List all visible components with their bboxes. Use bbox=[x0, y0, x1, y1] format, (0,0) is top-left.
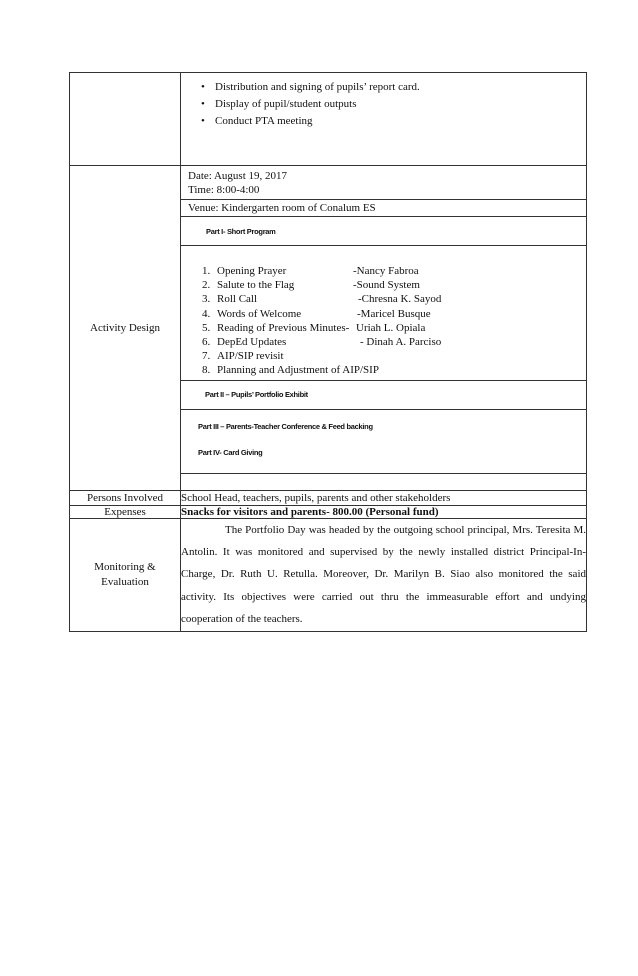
expenses-row bbox=[70, 505, 587, 518]
activity-design-row bbox=[70, 166, 587, 491]
program-item: AIP/SIP revisit bbox=[217, 350, 284, 363]
program-item: Roll Call -Chresna K. Sayod bbox=[217, 293, 442, 306]
monitoring-label-line2: Evaluation bbox=[101, 575, 149, 588]
empty-box bbox=[181, 473, 586, 490]
monitoring-row bbox=[70, 518, 587, 631]
persons-row bbox=[70, 490, 587, 505]
program-box bbox=[181, 245, 586, 380]
persons-value: School Head, teachers, pupils, parents and other stakeholders bbox=[181, 490, 587, 505]
event-time: Time: 8:00-4:00 bbox=[188, 184, 260, 196]
part3-heading: Part III – Parents-Teacher Conference & Feed backing bbox=[198, 421, 373, 431]
activity-design-cell bbox=[181, 166, 587, 491]
activity-design-label: Activity Design bbox=[70, 166, 181, 491]
monitoring-label bbox=[70, 518, 181, 631]
persons-label: Persons Involved bbox=[70, 490, 181, 505]
activity-item: • Conduct PTA meeting bbox=[215, 113, 586, 130]
activity-report-table bbox=[69, 72, 587, 632]
part1-heading: Part I- Short Program bbox=[206, 227, 276, 236]
part3-box bbox=[181, 409, 586, 473]
program-list bbox=[181, 246, 586, 380]
empty-label-cell bbox=[70, 73, 181, 166]
program-item: Salute to the Flag -Sound System bbox=[217, 279, 420, 292]
activity-item: • Display of pupil/student outputs bbox=[215, 96, 586, 113]
expenses-label: Expenses bbox=[70, 505, 181, 518]
event-date: Date: August 19, 2017 bbox=[188, 170, 287, 182]
part4-heading: Part IV- Card Giving bbox=[198, 447, 263, 457]
activities-row bbox=[70, 73, 587, 166]
monitoring-text: The Portfolio Day was headed by the outgoing school principal, Mrs. Teresita M. Antolin. It was monitored and supervised by the newly installed district Principal-In-Charge, Dr. Ruth U. Retulla. Moreover, Dr. Marilyn B. Siao also monitored the said activity. Its objectives were carried out thru the immeasurable effort and undying cooperation of the teachers. bbox=[181, 523, 586, 626]
program-item: Reading of Previous Minutes- Uriah L. Opiala bbox=[217, 321, 426, 334]
part1-box bbox=[181, 216, 586, 245]
event-venue: Venue: Kindergarten room of Conalum ES bbox=[181, 199, 586, 216]
activities-cell bbox=[181, 73, 587, 166]
program-item: Opening Prayer -Nancy Fabroa bbox=[217, 265, 419, 277]
part2-box bbox=[181, 380, 586, 409]
part2-heading: Part II – Pupils’ Portfolio Exhibit bbox=[205, 389, 308, 399]
monitoring-cell bbox=[181, 518, 587, 631]
program-item: Planning and Adjustment of AIP/SIP bbox=[217, 364, 379, 377]
activity-item: • Distribution and signing of pupils’ report card. bbox=[215, 79, 586, 96]
monitoring-label-line1: Monitoring & bbox=[94, 560, 156, 573]
program-item: DepEd Updates - Dinah A. Parciso bbox=[217, 336, 442, 349]
expenses-value: Snacks for visitors and parents- 800.00 (Personal fund) bbox=[181, 505, 587, 518]
activities-list bbox=[181, 73, 586, 130]
program-item: Words of Welcome -Maricel Busque bbox=[217, 307, 431, 320]
